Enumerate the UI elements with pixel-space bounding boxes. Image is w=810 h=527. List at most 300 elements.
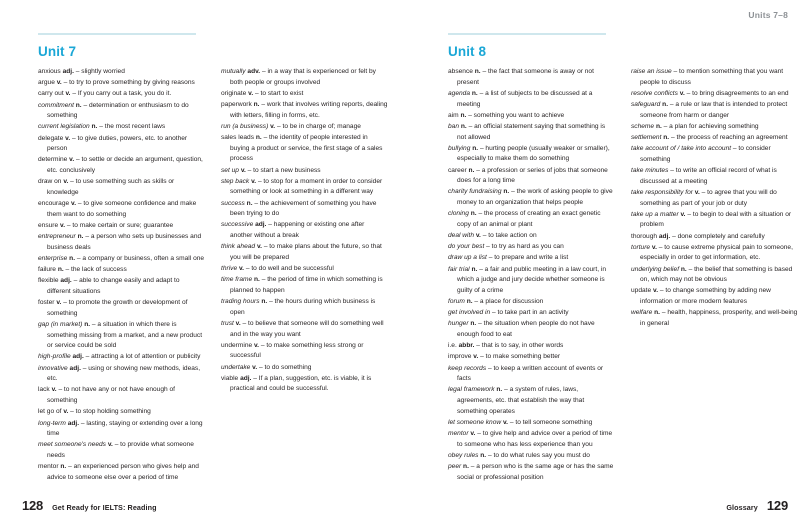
entry-definition: – to provide what someone needs (47, 441, 194, 460)
glossary-entry (221, 264, 388, 275)
entry-definition: – to take action on (482, 232, 537, 240)
entry-headword: argue (38, 79, 55, 87)
entry-definition: – to try as hard as you can (486, 243, 564, 251)
glossary-entry (631, 265, 798, 286)
entry-definition: – the identity of people interested in buying a product or service, the first stage of a sales process (230, 134, 383, 163)
entry-part-of-speech: v. (71, 200, 77, 208)
entry-headword: take account of / take into account (631, 145, 732, 153)
entry-part-of-speech: v. (60, 221, 66, 229)
entry-part-of-speech: v. (473, 353, 479, 361)
unit-7-entry-columns (38, 67, 388, 487)
entry-definition: – a system of rules, laws, agreements, etc. that establish the way that something operates (457, 386, 585, 415)
glossary-entry (448, 111, 615, 122)
entry-definition: – something you want to achieve (468, 111, 565, 119)
entry-part-of-speech: adj. (69, 364, 81, 372)
entry-headword: carry out (38, 90, 64, 98)
glossary-entry (38, 364, 205, 385)
glossary-entry (221, 122, 388, 133)
entry-part-of-speech: n. (463, 463, 469, 471)
glossary-entry (38, 78, 205, 89)
entry-headword: trust (221, 319, 234, 327)
left-page-number: 128 (22, 498, 44, 513)
entry-definition: – the hours during which business is open (230, 298, 376, 316)
glossary-entry (221, 319, 388, 340)
glossary-entry (448, 242, 615, 253)
entry-part-of-speech: n. (654, 309, 660, 317)
entry-part-of-speech: n. (496, 386, 503, 394)
entry-definition: – to give duties, powers, etc. to another person (47, 134, 188, 153)
entry-headword: deal with (448, 232, 475, 240)
entry-headword: flexible (38, 277, 59, 285)
entry-definition: – to use something such as skills or knowledge (47, 178, 175, 196)
glossary-entry (38, 276, 205, 297)
entry-headword: resolve conflicts (631, 89, 678, 97)
entry-definition: – to write an official record of what is discussed at a meeting (640, 167, 777, 185)
entry-part-of-speech: v. (240, 166, 246, 174)
entry-definition: – the fact that someone is away or not present (457, 68, 594, 86)
entry-part-of-speech: n. (460, 111, 467, 119)
glossary-entry (448, 451, 615, 462)
glossary-entry (38, 419, 205, 440)
entry-definition: – the process of creating an exact genetic copy of an animal or plant (457, 210, 601, 228)
glossary-entry (38, 254, 205, 265)
entry-part-of-speech: n. (91, 123, 98, 131)
entry-headword: hunger (448, 320, 469, 328)
glossary-entry (448, 144, 615, 165)
entry-part-of-speech: v. (69, 156, 75, 164)
entry-headword: keep records (448, 364, 487, 372)
entry-headword: peer (448, 463, 462, 471)
entry-definition: – an experienced person who gives help and advice to someone else over a period of time (47, 463, 199, 481)
entry-part-of-speech: n. (77, 233, 84, 241)
glossary-entry (221, 297, 388, 318)
entry-headword: long-term (38, 419, 66, 427)
entry-definition: – able to change easily and adapt to different situations (47, 277, 180, 295)
entry-headword: do your best (448, 243, 485, 251)
glossary-entry (38, 407, 205, 418)
entry-definition: – If a plan, suggestion, etc. is viable, it is practical and could be successful. (230, 374, 372, 393)
glossary-entry (38, 134, 205, 155)
entry-definition: – the lack of success (65, 266, 127, 274)
glossary-entry (448, 352, 615, 363)
entry-headword: draw on (38, 178, 62, 186)
entry-part-of-speech: n. (655, 122, 662, 130)
entry-definition: – to do something (259, 363, 312, 371)
glossary-entry (448, 418, 615, 429)
glossary-entry (221, 177, 388, 198)
entry-headword: ensure (38, 221, 59, 229)
entry-headword: bullying (448, 144, 471, 152)
entry-part-of-speech: n. (69, 254, 76, 262)
entry-definition: – work that involves writing reports, dealing with letters, filling in forms, etc. (230, 101, 388, 119)
entry-headword: legal framework (448, 386, 495, 394)
entry-part-of-speech: v. (107, 441, 113, 449)
entry-part-of-speech: n. (460, 122, 467, 130)
entry-part-of-speech: v. (653, 287, 659, 295)
entry-part-of-speech: v. (248, 89, 254, 97)
entry-part-of-speech: v. (252, 363, 258, 371)
entry-part-of-speech: n. (246, 199, 253, 207)
glossary-entry (448, 67, 615, 88)
entry-headword: run (a business) (221, 122, 269, 130)
entry-part-of-speech: adj. (240, 374, 252, 382)
entry-headword: draw up a list (448, 254, 487, 262)
entry-headword: absence (448, 68, 473, 75)
right-page-leaf (448, 33, 798, 487)
entry-part-of-speech: n. (471, 89, 478, 97)
entry-part-of-speech: n. (57, 266, 64, 274)
glossary-entry (448, 308, 615, 319)
entry-definition: – lasting, staying or extending over a long time (47, 419, 203, 438)
entry-part-of-speech: adj. (72, 353, 84, 361)
entry-definition: – to prepare and write a list (488, 254, 569, 262)
entry-definition: – a place for discussion (474, 298, 544, 306)
entry-headword: undermine (221, 341, 253, 349)
entry-definition: – to mention something that you want people to discuss (640, 68, 784, 86)
glossary-entry (631, 308, 798, 329)
entry-headword: current legislation (38, 123, 90, 131)
entry-definition: – the achievement of something you have been trying to do (230, 199, 377, 218)
entry-part-of-speech: n. (75, 101, 82, 109)
entry-definition: – to consider something (640, 145, 771, 163)
entry-headword: obey rules (448, 452, 479, 460)
entry-part-of-speech: n. (680, 265, 687, 273)
glossary-entry (631, 67, 798, 88)
glossary-entry (448, 122, 615, 143)
entry-headword: encourage (38, 200, 70, 208)
entry-part-of-speech: v. (251, 177, 257, 185)
entry-part-of-speech: v. (470, 430, 476, 438)
unit-8-title: Unit 8 (448, 44, 487, 59)
glossary-entry (221, 67, 388, 88)
entry-headword: lack (38, 386, 50, 394)
entry-headword: delegate (38, 134, 64, 142)
glossary-entry (221, 133, 388, 165)
entry-definition: – to tell someone something (509, 419, 593, 426)
entry-headword: get involved in (448, 309, 491, 317)
entry-part-of-speech: v. (65, 134, 71, 142)
entry-headword: let go of (38, 408, 62, 416)
entry-definition: – to cause extreme physical pain to someone, especially in order to get information, etc. (640, 243, 793, 262)
entry-part-of-speech: n. (474, 68, 481, 75)
entry-headword: enterprise (38, 254, 68, 262)
entry-headword: update (631, 287, 652, 295)
entry-definition: – the work of asking people to give money to an organization that helps people (457, 188, 613, 207)
entry-part-of-speech: v. (51, 386, 57, 394)
entry-definition: – to make plans about the future, so that you will be prepared (230, 243, 382, 261)
right-footer-title: Glossary (726, 503, 758, 512)
entry-headword: forum (448, 298, 465, 306)
glossary-entry (631, 122, 798, 133)
entry-headword: successive (221, 221, 254, 229)
entry-headword: fair trial (448, 265, 470, 273)
entry-part-of-speech: abbr. (458, 342, 475, 350)
entry-headword: viable (221, 374, 239, 382)
entry-headword: meet someone's needs (38, 441, 106, 449)
glossary-entry (221, 242, 388, 263)
entry-part-of-speech: adj. (658, 232, 671, 240)
entry-headword: innovative (38, 364, 68, 372)
entry-headword: i.e. (448, 342, 457, 350)
glossary-entry (221, 275, 388, 296)
entry-part-of-speech: v. (270, 122, 276, 130)
entry-headword: mentor (38, 463, 59, 471)
entry-definition: – a person who is the same age or has the same social or professional position (457, 463, 614, 481)
entry-headword: originate (221, 89, 247, 97)
entry-headword: thorough (631, 232, 658, 240)
entry-part-of-speech: v. (56, 299, 62, 307)
entry-headword: agenda (448, 89, 471, 97)
glossary-entry (448, 341, 615, 352)
entry-part-of-speech: n. (253, 101, 260, 109)
entry-part-of-speech: v. (238, 265, 244, 273)
unit-7-rule (38, 33, 196, 35)
glossary-entry (631, 210, 798, 231)
entry-definition: – done completely and carefully (672, 232, 765, 240)
glossary-entry (38, 320, 205, 352)
entry-headword: take responsibility for (631, 188, 693, 196)
entry-definition: – to make something less strong or successful (230, 341, 364, 360)
entry-definition: – to be in charge of; manage (276, 122, 361, 130)
entry-part-of-speech: v. (651, 243, 657, 251)
entry-definition: – the most recent laws (99, 123, 166, 131)
entry-headword: commitment (38, 101, 74, 109)
entry-headword: aim (448, 111, 459, 119)
entry-headword: foster (38, 299, 55, 307)
glossary-entry (38, 221, 205, 232)
entry-part-of-speech: v. (503, 419, 509, 426)
entry-headword: sales leads (221, 134, 254, 142)
entry-definition: – the situation when people do not have enough food to eat (457, 320, 595, 339)
entry-headword: settlement (631, 134, 662, 142)
entry-definition: – a rule or law that is intended to protect someone from harm or danger (640, 101, 788, 119)
entry-headword: underlying belief (631, 265, 680, 273)
entry-definition: – health, happiness, prosperity, and well-being in general (640, 309, 798, 327)
entry-headword: cloning (448, 210, 469, 218)
entry-definition: – a plan for achieving something (663, 122, 759, 130)
entry-definition: – a person who sets up businesses and business deals (47, 233, 202, 251)
entry-part-of-speech: v. (56, 79, 62, 87)
entry-part-of-speech: v. (254, 341, 260, 349)
unit-7-title: Unit 7 (38, 44, 77, 59)
entry-definition: – to make something better (480, 353, 561, 361)
entry-headword: improve (448, 353, 472, 361)
entry-headword: success (221, 199, 245, 207)
entry-headword: high-profile (38, 353, 71, 361)
unit-8-rule (448, 33, 606, 35)
entry-headword: welfare (631, 309, 653, 317)
glossary-entry (38, 177, 205, 198)
entry-part-of-speech: n. (466, 298, 473, 306)
entry-part-of-speech: n. (254, 276, 260, 284)
entry-definition: – happening or existing one after another without a break (230, 221, 365, 240)
entry-definition: – to not have any or not have enough of something (47, 386, 176, 405)
entry-definition: – to bring disagreements to an end (686, 89, 789, 97)
entry-definition: – attracting a lot of attention or publicity (85, 353, 201, 361)
entry-definition: – in a way that is experienced or felt by both people or groups involved (230, 68, 376, 86)
entry-headword: raise an issue (631, 68, 672, 75)
entry-definition: – to give someone confidence and make them want to do something (47, 200, 197, 218)
glossary-entry (448, 385, 615, 417)
glossary-entry (631, 133, 798, 144)
glossary-entry (221, 166, 388, 177)
entry-headword: scheme (631, 122, 655, 130)
entry-definition: – that is to say, in other words (476, 342, 564, 350)
glossary-entry (221, 199, 388, 220)
entry-part-of-speech: n. (255, 134, 262, 142)
glossary-entry (448, 364, 615, 385)
entry-headword: ban (448, 122, 460, 130)
glossary-entry (448, 429, 615, 450)
right-page-footer (726, 498, 788, 513)
unit-8-entry-columns (448, 67, 798, 487)
entry-definition: – hurting people (usually weaker or smaller), especially to make them do something (457, 144, 610, 163)
entry-headword: anxious (38, 68, 61, 75)
entry-definition: – the process of reaching an agreement (670, 134, 788, 142)
entry-headword: take minutes (631, 167, 669, 175)
entry-definition: – to stop for a moment in order to consider something or look at something in a different way (230, 177, 383, 196)
entry-definition: – using or showing new methods, ideas, etc. (47, 364, 201, 383)
left-page-leaf (38, 33, 388, 487)
entry-part-of-speech: v. (63, 178, 69, 186)
glossary-entry (38, 155, 205, 176)
glossary-entry (38, 89, 205, 100)
entry-part-of-speech: v. (256, 243, 262, 251)
glossary-entry (38, 385, 205, 406)
entry-definition: – to give help and advice over a period of time to someone who has less experience than you (457, 430, 613, 448)
entry-definition: – to make certain or sure; guarantee (66, 221, 174, 229)
glossary-entry (631, 243, 798, 264)
entry-part-of-speech: n. (503, 188, 510, 196)
entry-headword: torture (631, 243, 651, 251)
entry-definition: – to take part in an activity (492, 309, 569, 317)
entry-part-of-speech: adj. (60, 277, 72, 285)
entry-part-of-speech: n. (84, 320, 91, 328)
glossary-entry (38, 122, 205, 133)
entry-part-of-speech: n. (470, 210, 477, 218)
entry-definition: – slightly worried (75, 68, 125, 75)
glossary-entry (631, 232, 798, 243)
entry-headword: take up a matter (631, 210, 679, 218)
entry-headword: charity fundraising (448, 188, 502, 196)
entry-definition: – to believe that someone will do something well and in the way you want (230, 319, 384, 338)
glossary-entry (38, 265, 205, 276)
glossary-entry (38, 440, 205, 461)
entry-part-of-speech: n. (662, 101, 669, 109)
entry-definition: – If you carry out a task, you do it. (72, 90, 172, 98)
glossary-entry (221, 89, 388, 100)
glossary-entry (631, 166, 798, 187)
glossary-entry (631, 144, 798, 165)
entry-headword: think ahead (221, 243, 256, 251)
entry-part-of-speech: n. (470, 320, 477, 328)
entry-part-of-speech: adj. (255, 221, 267, 229)
entry-part-of-speech: v. (694, 188, 700, 196)
glossary-entry (38, 462, 205, 483)
entry-part-of-speech: v. (679, 89, 685, 97)
entry-definition: – to start to exist (255, 89, 304, 97)
entry-headword: mentor (448, 430, 469, 438)
entry-definition: – a profession or series of jobs that someone does for a long time (457, 166, 608, 185)
entry-definition: – a company or business, often a small one (76, 254, 205, 262)
entry-part-of-speech: v. (680, 210, 686, 218)
entry-definition: – an official statement saying that something is not allowed (457, 122, 606, 141)
entry-headword: career (448, 166, 467, 174)
entry-part-of-speech: n. (480, 452, 487, 460)
glossary-entry (631, 188, 798, 209)
entry-headword: undertake (221, 363, 251, 371)
entry-definition: – the period of time in which something is planned to happen (230, 276, 383, 294)
entry-definition: – the belief that something is based on, which may not be obvious (640, 265, 793, 284)
glossary-entry (221, 100, 388, 121)
glossary-entry (221, 341, 388, 362)
entry-part-of-speech: v. (235, 319, 241, 327)
running-head: Units 7–8 (748, 10, 788, 20)
glossary-entry (631, 100, 798, 121)
entry-headword: entrepreneur (38, 233, 76, 241)
glossary-entry (631, 89, 798, 100)
glossary-entry (631, 286, 798, 307)
glossary-entry (221, 220, 388, 241)
entry-definition: – to change something by adding new information or more modern features (640, 287, 771, 306)
glossary-entry (38, 232, 205, 253)
entry-headword: step back (221, 177, 250, 185)
entry-headword: mutually (221, 68, 246, 75)
glossary-entry (38, 67, 205, 78)
left-page-footer (22, 498, 157, 513)
glossary-entry (448, 319, 615, 340)
glossary-entry (448, 89, 615, 110)
glossary-entry (38, 298, 205, 319)
entry-definition: – a fair and public meeting in a law court, in which a judge and jury decide whether someone is guilty of a crime (457, 265, 607, 294)
entry-definition: – to start a new business (247, 166, 321, 174)
entry-headword: time frame (221, 276, 253, 284)
glossary-entry (448, 265, 615, 297)
glossary-entry (448, 297, 615, 308)
entry-part-of-speech: n. (468, 166, 475, 174)
entry-headword: let someone know (448, 419, 502, 426)
entry-part-of-speech: n. (261, 298, 268, 306)
right-page-number: 129 (766, 498, 788, 513)
entry-headword: determine (38, 156, 68, 164)
entry-definition: – to begin to deal with a situation or problem (640, 210, 792, 229)
entry-headword: trading hours (221, 298, 260, 306)
entry-headword: failure (38, 266, 56, 274)
glossary-entry (448, 462, 615, 483)
left-footer-title: Get Ready for IELTS: Reading (52, 503, 157, 512)
entry-definition: – to promote the growth or development of something (47, 299, 188, 317)
entry-part-of-speech: n. (60, 463, 67, 471)
glossary-entry (448, 231, 615, 242)
entry-definition: – to agree that you will do something as part of your job or duty (640, 188, 777, 207)
entry-definition: – to try to prove something by giving reasons (63, 79, 195, 87)
entry-definition: – determination or enthusiasm to do something (47, 101, 189, 120)
glossary-entry (38, 101, 205, 122)
entry-part-of-speech: adj. (62, 68, 74, 75)
entry-part-of-speech: n. (663, 134, 670, 142)
glossary-entry (448, 209, 615, 230)
entry-part-of-speech: v. (475, 232, 481, 240)
entry-definition: – to stop holding something (70, 408, 151, 416)
entry-definition: – to settle or decide an argument, question, etc. conclusively (47, 156, 203, 175)
glossary-entry (221, 374, 388, 395)
entry-headword: set up (221, 166, 239, 174)
glossary-entry (448, 253, 615, 264)
entry-part-of-speech: v. (65, 90, 71, 98)
entry-headword: thrive (221, 265, 238, 273)
glossary-entry (221, 363, 388, 374)
glossary-entry (448, 187, 615, 208)
